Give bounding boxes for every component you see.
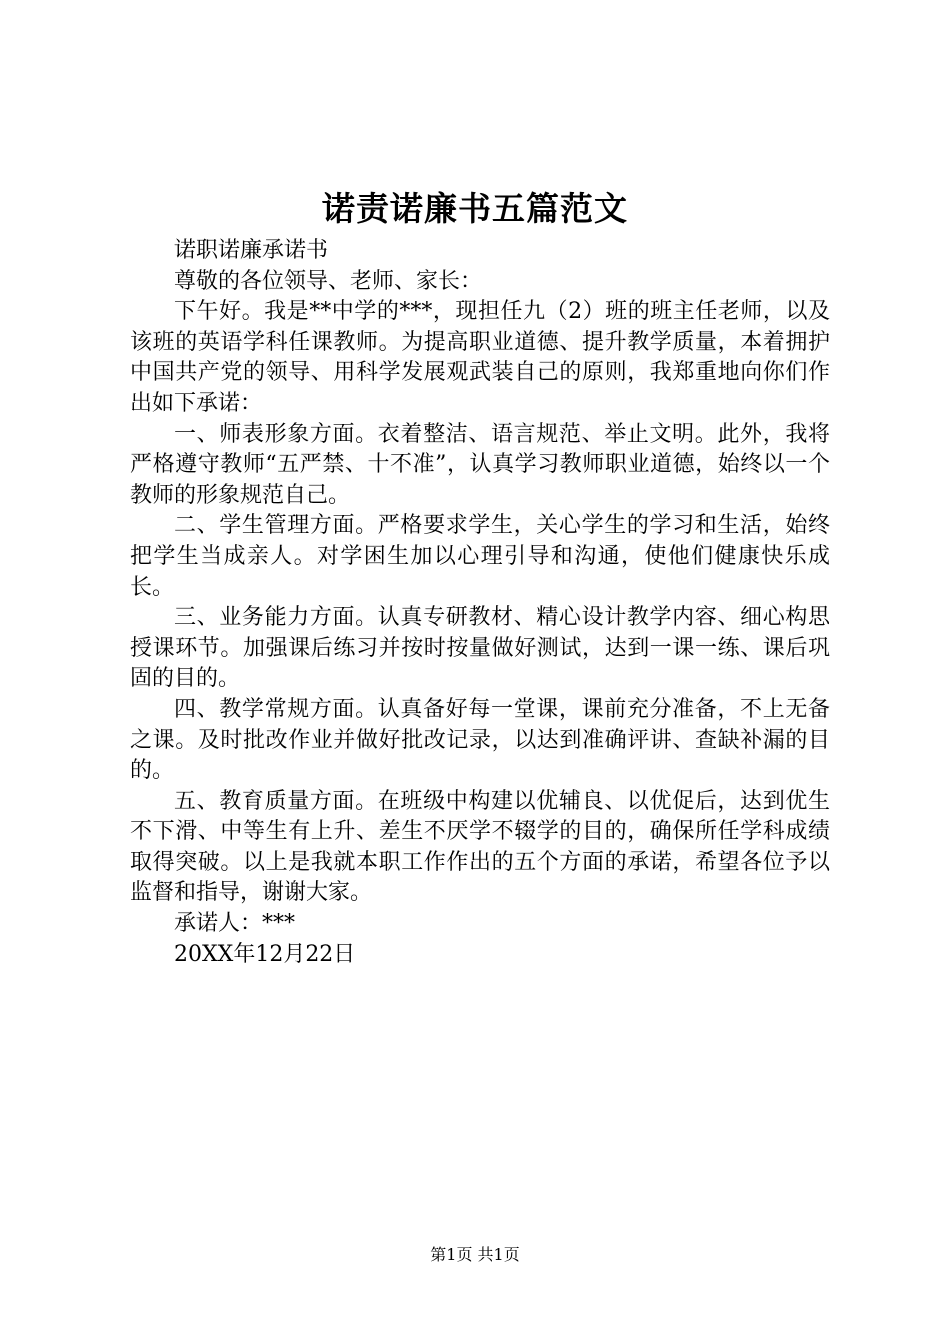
- page-number-footer: 第1页 共1页: [430, 1245, 520, 1264]
- paragraph-intro: 下午好。我是**中学的***，现担任九（2）班的班主任老师，以及该班的英语学科任课教师。为提高职业道德、提升教学质量，本着拥护中国共产党的领导、用科学发展观武装自己的原则，我郑重地向你们作出如下承诺：: [130, 299, 830, 416]
- paragraph-date: 20XX年12月22日: [174, 941, 356, 967]
- document-body: [130, 236, 830, 970]
- paragraph-item-3: 三、业务能力方面。认真专研教材、精心设计教学内容、细心构思授课环节。加强课后练习并按时按量做好测试，达到一课一练、课后巩固的目的。: [130, 605, 830, 692]
- paragraph-item-5: 五、教育质量方面。在班级中构建以优辅良、以优促后，达到优生不下滑、中等生有上升、差生不厌学不辍学的目的，确保所任学科成绩取得突破。以上是我就本职工作作出的五个方面的承诺，希望各位予以监督和指导，谢谢大家。: [130, 788, 830, 906]
- paragraph-item-4: 四、教学常规方面。认真备好每一堂课，课前充分准备，不上无备之课。及时批改作业并做好批改记录，以达到准确评讲、查缺补漏的目的。: [130, 696, 830, 784]
- paragraph-signer: 承诺人：***: [174, 911, 296, 937]
- paragraph-salutation: 尊敬的各位领导、老师、家长：: [174, 268, 483, 294]
- paragraph-subtitle: 诺职诺廉承诺书: [174, 238, 329, 263]
- document-title: 诺责诺廉书五篇范文: [322, 189, 628, 228]
- paragraph-item-2: 二、学生管理方面。严格要求学生，关心学生的学习和生活，始终把学生当成亲人。对学困生加以心理引导和沟通，使他们健康快乐成长。: [130, 513, 830, 600]
- paragraph-item-1: 一、师表形象方面。衣着整洁、语言规范、举止文明。此外，我将严格遵守教师“五严禁、十不准”，认真学习教师职业道德，始终以一个教师的形象规范自己。: [130, 421, 830, 508]
